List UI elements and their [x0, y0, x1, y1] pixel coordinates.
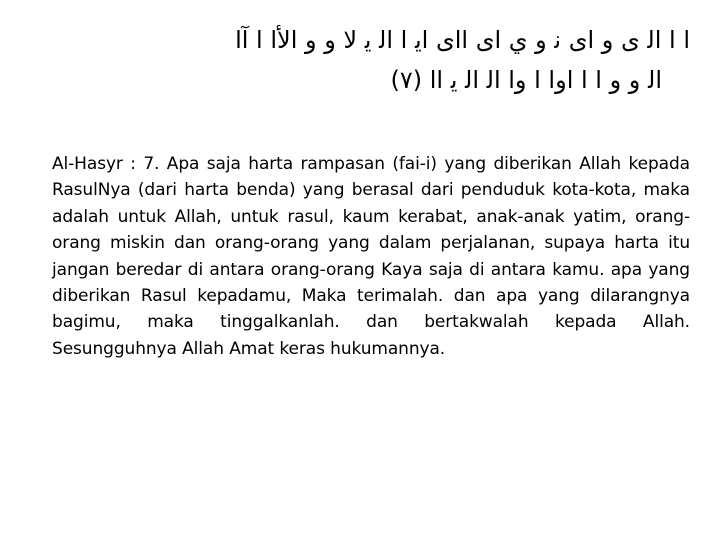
arabic-verse-line-2: ﺍﻟ ﻭ ﻭ ﺍ ﺍ ﺍﻭﺍ ﺍ ﻭﺍ ﺍﻟ ﺍﻟ ﻳ ﺍﺍ (٧): [390, 66, 662, 94]
arabic-verse-line-1: ﺍ ﺍ ﺍﻟ ﻯ ﻭ ﺍﻯ ﻧ ﻭ ﻱ ﺍﻯ ﺍﺍﻯ ﺍﻳ ﺍ ﺍﻟ ﻳ ﻻ ﻭ ﻭ ﺍﻷﺍ ﺍ ﺁﺍ: [235, 26, 690, 54]
verse-translation: Al-Hasyr : 7. Apa saja harta rampasan (fai-i) yang diberikan Allah kepada RasulNya (dari harta benda) yang berasal dari penduduk kota-kota, maka adalah untuk Allah, untuk rasul, kaum kerabat, anak-anak yatim, orang-orang miskin dan orang-orang yang dalam perjalanan, supaya harta itu jangan beredar di antara orang-orang Kaya saja di antara kamu. apa yang diberikan Rasul kepadamu, Maka terimalah. dan apa yang dilarangnya bagimu, maka tinggalkanlah. dan bertakwalah kepada Allah. Sesungguhnya Allah Amat keras hukumannya.: [52, 154, 690, 359]
arabic-verse: [30, 20, 690, 100]
